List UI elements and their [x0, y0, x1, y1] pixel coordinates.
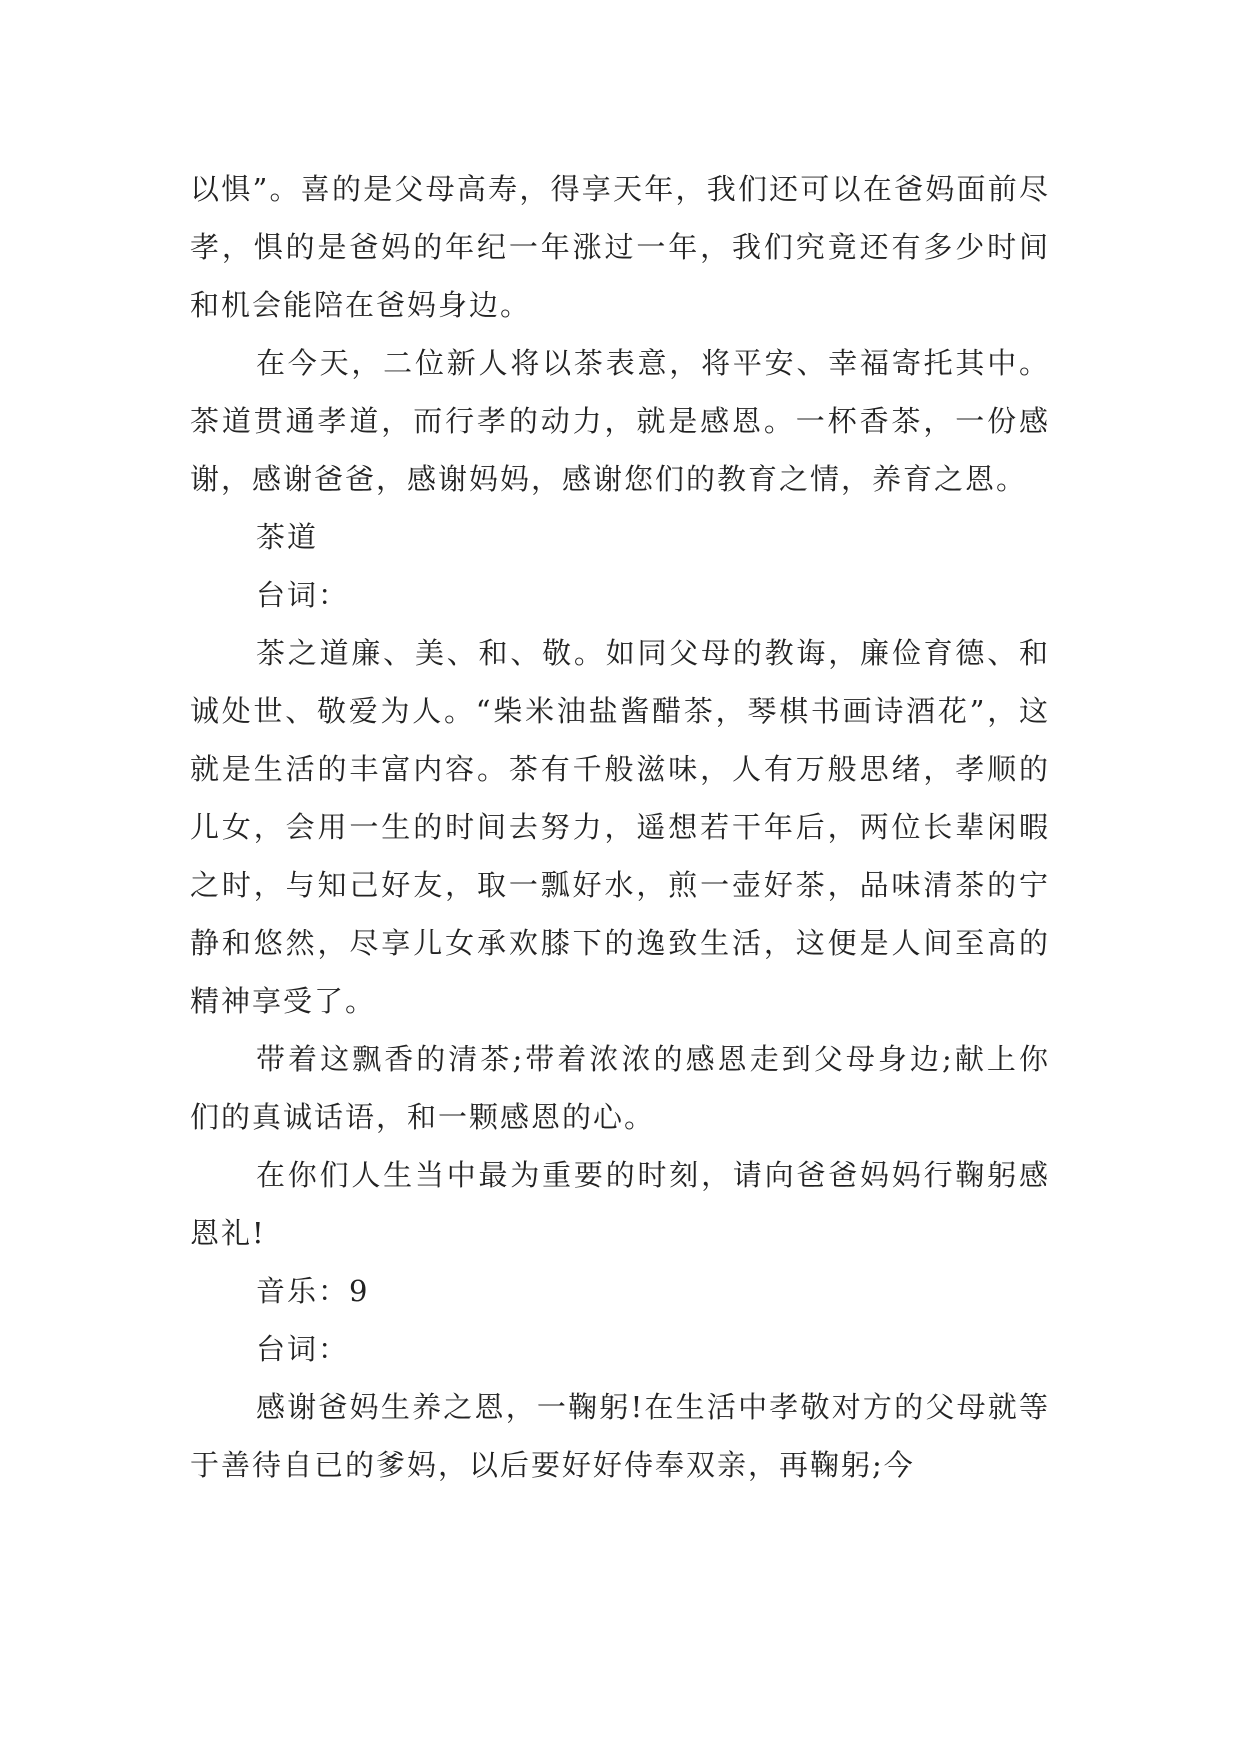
paragraph-continuation: 以惧”。喜的是父母高寿，得享天年，我们还可以在爸妈面前尽孝，惧的是爸妈的年纪一年涨过一年，我们究竟还有多少时间和机会能陪在爸妈身边。 [190, 172, 1050, 322]
paragraph-tea-way: 茶之道廉、美、和、敬。如同父母的教诲，廉俭育德、和诚处世、敬爱为人。“柴米油盐酱醋茶，琴棋书画诗酒花”，这就是生活的丰富内容。茶有千般滋味，人有万般思绪，孝顺的儿女，会用一生的时间去努力，遥想若干年后，两位长辈闲暇之时，与知己好友，取一瓢好水，煎一壶好茶，品味清茶的宁静和悠然，尽享儿女承欢膝下的逸致生活，这便是人间至高的精神享受了。 [190, 636, 1050, 1018]
paragraph-tea-ceremony-intro: 在今天，二位新人将以茶表意，将平安、幸福寄托其中。茶道贯通孝道，而行孝的动力，就是感恩。一杯香茶，一份感谢，感谢爸爸，感谢妈妈，感谢您们的教育之情，养育之恩。 [190, 346, 1050, 496]
paragraph-bring-tea: 带着这飘香的清茶;带着浓浓的感恩走到父母身边;献上你们的真诚话语，和一颗感恩的心。 [190, 1042, 1050, 1134]
script-label: 台词： [256, 578, 350, 612]
section-heading-tea: 茶道 [256, 520, 319, 554]
music-cue: 音乐：9 [256, 1274, 370, 1308]
paragraph-bow-instruction: 在你们人生当中最为重要的时刻，请向爸爸妈妈行鞠躬感恩礼! [190, 1158, 1050, 1250]
paragraph-bow-thanks: 感谢爸妈生养之恩，一鞠躬!在生活中孝敬对方的父母就等于善待自已的爹妈，以后要好好侍奉双亲，再鞠躬;今 [190, 1390, 1050, 1482]
script-label: 台词： [256, 1332, 350, 1366]
document-body [190, 160, 1050, 1494]
